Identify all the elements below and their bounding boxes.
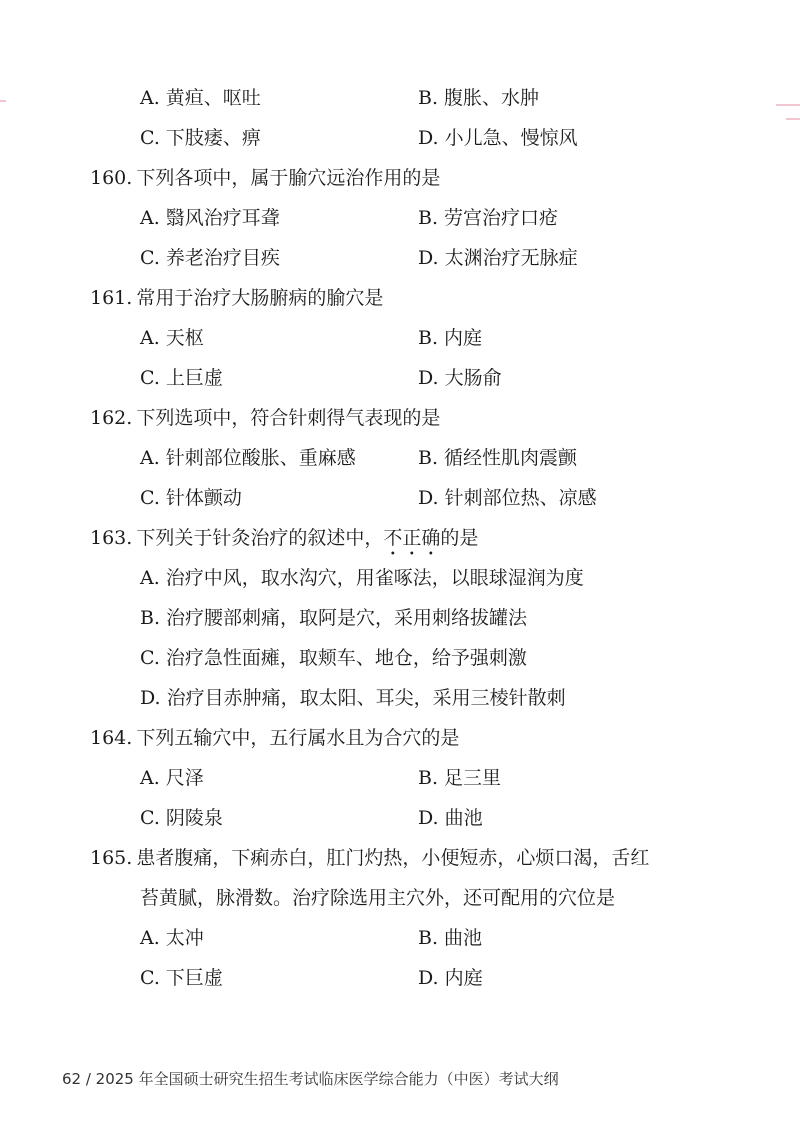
option-c: [140, 126, 261, 150]
question-160-stem: [90, 166, 440, 190]
option-c: [140, 806, 223, 830]
option-c: [140, 486, 242, 510]
option-letter: D.: [418, 247, 439, 269]
option-text: 下肢痿、痹: [165, 127, 261, 149]
option-a: [140, 446, 356, 470]
option-text: 针体颤动: [165, 487, 242, 509]
option-c: [140, 246, 280, 270]
option-b: [418, 326, 482, 350]
question-text: 下列五输穴中，五行属水且为合穴的是: [136, 727, 460, 749]
option-letter: A.: [140, 327, 160, 349]
option-b: [418, 926, 482, 950]
option-text: 治疗目赤肿痛，取太阳、耳尖，采用三棱针散刺: [166, 687, 566, 709]
option-text: 太渊治疗无脉症: [444, 247, 578, 269]
option-letter: B.: [418, 447, 439, 469]
option-text: 腹胀、水肿: [444, 87, 540, 109]
option-text: 治疗急性面瘫，取颊车、地仓，给予强刺激: [165, 647, 527, 669]
option-b: [418, 86, 539, 110]
option-text: 足三里: [444, 767, 502, 789]
question-number: 165.: [90, 847, 133, 869]
option-a: [140, 566, 584, 590]
option-letter: A.: [140, 927, 160, 949]
question-text: 下列关于针灸治疗的叙述中，: [136, 527, 384, 549]
scan-edge-mark-right: [776, 104, 800, 106]
question-text: 下列各项中，属于腧穴远治作用的是: [136, 167, 441, 189]
option-letter: B.: [418, 767, 439, 789]
option-letter: D.: [418, 807, 439, 829]
question-number: 163.: [90, 527, 133, 549]
question-text: 常用于治疗大肠腑病的腧穴是: [136, 287, 384, 309]
option-letter: A.: [140, 767, 160, 789]
option-text: 下巨虚: [165, 967, 223, 989]
option-letter: D.: [418, 487, 439, 509]
question-number: 164.: [90, 727, 133, 749]
option-letter: A.: [140, 87, 160, 109]
question-165-stem: [90, 846, 649, 870]
option-c: [140, 966, 223, 990]
option-text: 循经性肌肉震颤: [444, 447, 578, 469]
option-text: 翳风治疗耳聋: [165, 207, 280, 229]
option-letter: A.: [140, 567, 160, 589]
option-text: 内庭: [444, 967, 483, 989]
question-number: 161.: [90, 287, 133, 309]
option-text: 针刺部位热、凉感: [444, 487, 597, 509]
option-a: [140, 326, 204, 350]
option-text: 曲池: [444, 927, 483, 949]
option-letter: A.: [140, 447, 160, 469]
option-letter: B.: [418, 87, 439, 109]
option-a: [140, 766, 204, 790]
question-165-stem-cont: [140, 886, 615, 910]
option-c: [140, 646, 527, 670]
option-letter: C.: [140, 807, 160, 829]
option-letter: D.: [418, 367, 439, 389]
option-letter: C.: [140, 967, 160, 989]
option-d: [418, 126, 578, 150]
scan-edge-mark-right-2: [786, 118, 800, 120]
question-161-stem: [90, 286, 383, 310]
scan-edge-mark-left: [0, 100, 6, 102]
option-text: 黄疸、呕吐: [165, 87, 261, 109]
option-c: [140, 366, 223, 390]
option-letter: D.: [418, 967, 439, 989]
emphasis-text: 不正确: [383, 527, 441, 549]
option-a: [140, 86, 261, 110]
option-letter: C.: [140, 247, 160, 269]
option-letter: A.: [140, 207, 160, 229]
option-letter: B.: [418, 327, 439, 349]
option-d: [418, 966, 483, 990]
option-letter: B.: [418, 207, 439, 229]
option-text: 大肠俞: [444, 367, 502, 389]
question-number: 162.: [90, 407, 133, 429]
question-text: 患者腹痛，下痢赤白，肛门灼热，小便短赤，心烦口渴，舌红: [136, 847, 650, 869]
option-b: [140, 606, 527, 630]
question-number: 160.: [90, 167, 133, 189]
option-text: 治疗腰部刺痛，取阿是穴，采用刺络拔罐法: [166, 607, 528, 629]
option-text: 上巨虚: [165, 367, 223, 389]
option-text: 治疗中风，取水沟穴，用雀啄法，以眼球湿润为度: [165, 567, 584, 589]
option-text: 尺泽: [165, 767, 204, 789]
question-162-stem: [90, 406, 440, 430]
page-footer: 62 / 2025 年全国硕士研究生招生考试临床医学综合能力（中医）考试大纲: [62, 1070, 559, 1088]
option-text: 内庭: [444, 327, 483, 349]
option-b: [418, 446, 577, 470]
option-text: 劳宫治疗口疮: [444, 207, 559, 229]
option-d: [418, 486, 597, 510]
question-text: 苔黄腻，脉滑数。治疗除选用主穴外，还可配用的穴位是: [140, 887, 616, 909]
option-letter: C.: [140, 367, 160, 389]
option-b: [418, 766, 501, 790]
option-d: [418, 806, 483, 830]
option-letter: D.: [140, 687, 161, 709]
option-text: 太冲: [165, 927, 204, 949]
option-text: 小儿急、慢惊风: [444, 127, 578, 149]
option-text: 天枢: [165, 327, 204, 349]
option-a: [140, 206, 280, 230]
option-text: 养老治疗目疾: [165, 247, 280, 269]
option-text: 曲池: [444, 807, 483, 829]
option-d: [140, 686, 566, 710]
option-b: [418, 206, 558, 230]
option-letter: C.: [140, 647, 160, 669]
question-text-end: 的是: [440, 527, 479, 549]
question-text: 下列选项中，符合针刺得气表现的是: [136, 407, 441, 429]
question-164-stem: [90, 726, 459, 750]
option-a: [140, 926, 204, 950]
option-d: [418, 246, 578, 270]
option-letter: C.: [140, 487, 160, 509]
option-d: [418, 366, 502, 390]
option-letter: D.: [418, 127, 439, 149]
option-text: 阴陵泉: [165, 807, 223, 829]
option-letter: C.: [140, 127, 160, 149]
option-letter: B.: [140, 607, 161, 629]
option-letter: B.: [418, 927, 439, 949]
option-text: 针刺部位酸胀、重麻感: [165, 447, 356, 469]
question-163-stem: [90, 526, 478, 560]
